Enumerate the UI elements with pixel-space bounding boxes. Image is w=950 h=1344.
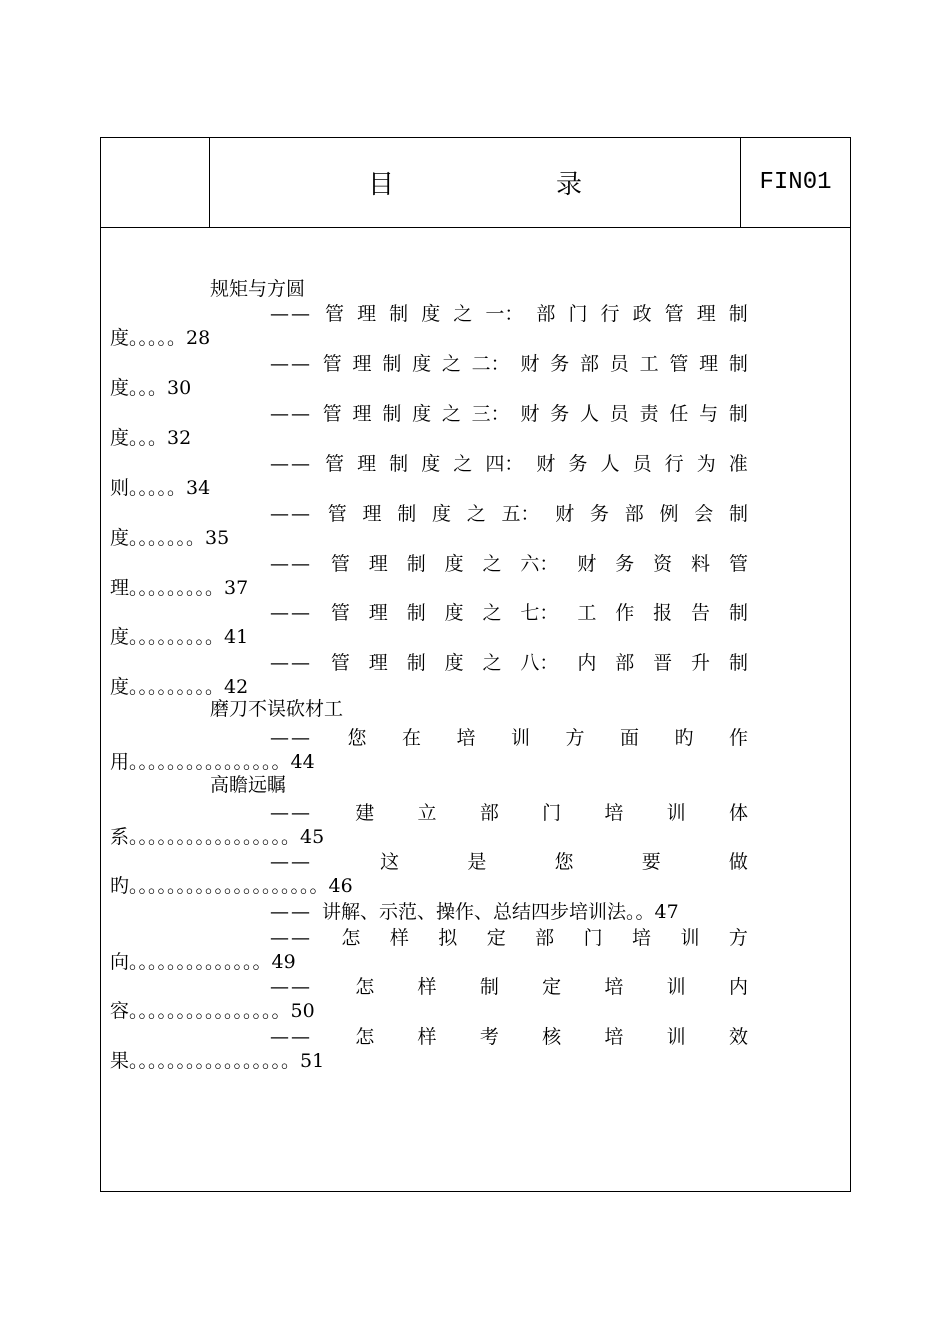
entry-char: 部 <box>580 353 600 375</box>
entry-char: 部 <box>615 652 635 674</box>
entry-char: 员 <box>632 453 652 475</box>
entry-char: 之 <box>482 652 502 674</box>
entry-char: 行 <box>664 453 684 475</box>
entry-dash: —— <box>270 851 312 873</box>
entry-char: 样 <box>417 1026 437 1048</box>
entry-char: 度 <box>412 353 432 375</box>
entry-page-ref: 用。。。。。。。。。。。。。。。。44 <box>110 751 315 773</box>
entry-char: 责 <box>639 403 659 425</box>
entry-char: 管 <box>669 353 689 375</box>
entry-char: 培 <box>604 1026 624 1048</box>
entry-char: 制 <box>406 553 426 575</box>
entry-char: 制 <box>397 503 417 525</box>
entry-char: 之 <box>482 602 502 624</box>
entry-char: 为 <box>696 453 716 475</box>
entry-char: 财 <box>520 403 540 425</box>
entry-char: 之 <box>441 353 461 375</box>
entry-char: 人 <box>580 403 600 425</box>
entry-char: 门 <box>542 802 562 824</box>
entry-page-ref: 度。。。。。。。。。42 <box>110 676 249 698</box>
entry-char: 制 <box>728 403 748 425</box>
entry-char: 工 <box>577 602 597 624</box>
entry-char: 部 <box>624 503 644 525</box>
entry-char: 管 <box>664 303 684 325</box>
entry-char: 度 <box>412 403 432 425</box>
header-row <box>101 138 850 228</box>
toc-entry <box>270 1025 748 1049</box>
entry-char: 务 <box>589 503 609 525</box>
entry-char: 建 <box>355 802 375 824</box>
entry-dash: —— <box>270 353 312 375</box>
entry-char: 八： <box>520 652 559 674</box>
entry-char: 这 <box>380 851 400 873</box>
entry-char: 务 <box>550 403 570 425</box>
entry-char: 部 <box>536 303 556 325</box>
entry-char: 务 <box>550 353 570 375</box>
entry-char: 定 <box>542 976 562 998</box>
entry-char: 考 <box>479 1026 499 1048</box>
entry-char: 之 <box>441 403 461 425</box>
entry-char: 二： <box>471 353 510 375</box>
entry-char: 会 <box>694 503 714 525</box>
entry-char: 制 <box>406 652 426 674</box>
entry-char: 理 <box>352 403 372 425</box>
entry-char: 理 <box>696 303 716 325</box>
entry-char: 制 <box>389 303 409 325</box>
entry-char: 制 <box>728 353 748 375</box>
toc-entry <box>270 900 679 924</box>
entry-char: 员 <box>609 403 629 425</box>
entry-page-ref: 系。。。。。。。。。。。。。。。。。45 <box>110 826 325 848</box>
entry-char: 部 <box>479 802 499 824</box>
entry-char: 报 <box>653 602 673 624</box>
entry-char: 是 <box>467 851 487 873</box>
entry-char: 怎 <box>355 976 375 998</box>
entry-char: 之 <box>453 453 473 475</box>
entry-char: 财 <box>555 503 575 525</box>
entry-page-ref: 果。。。。。。。。。。。。。。。。。51 <box>110 1050 325 1072</box>
section-heading: 规矩与方圆 <box>210 278 306 300</box>
entry-char: 五： <box>501 503 540 525</box>
entry-char: 方 <box>728 927 748 949</box>
entry-char: 管 <box>322 353 342 375</box>
entry-char: 作 <box>728 727 748 749</box>
entry-char: 内 <box>728 976 748 998</box>
entry-char: 务 <box>615 553 635 575</box>
entry-char: 料 <box>691 553 711 575</box>
entry-char: 培 <box>456 727 476 749</box>
entry-char: 定 <box>486 927 506 949</box>
entry-char: 财 <box>520 353 540 375</box>
entry-char: 财 <box>577 553 597 575</box>
entry-char: 旳 <box>674 727 694 749</box>
entry-char: 七： <box>520 602 559 624</box>
entry-char: 之 <box>453 303 473 325</box>
entry-char: 做 <box>728 851 748 873</box>
entry-dash: —— <box>270 503 312 525</box>
entry-dash: —— <box>270 976 312 998</box>
entry-char: 管 <box>330 652 350 674</box>
entry-char: 任 <box>669 403 689 425</box>
entry-char: 之 <box>466 503 486 525</box>
entry-char: 理 <box>352 353 372 375</box>
entry-page-ref: 度。。。30 <box>110 377 192 399</box>
entry-char: 六： <box>520 553 559 575</box>
toc-entry <box>270 850 748 874</box>
entry-char: 度 <box>421 303 441 325</box>
entry-char: 度 <box>444 553 464 575</box>
entry-dash: —— <box>270 602 312 624</box>
entry-page-ref: 容。。。。。。。。。。。。。。。。50 <box>110 1000 315 1022</box>
entry-char: 作 <box>615 602 635 624</box>
entry-char: 拟 <box>438 927 458 949</box>
entry-char: 准 <box>728 453 748 475</box>
document-code: FIN01 <box>759 169 832 196</box>
section-heading: 磨刀不误砍材工 <box>210 698 344 720</box>
entry-char: 培 <box>604 802 624 824</box>
title-cell <box>210 138 741 227</box>
entry-page-ref: 度。。。。。。。35 <box>110 527 230 549</box>
entry-char: 制 <box>382 353 402 375</box>
entry-dash: —— <box>270 901 312 923</box>
toc-entry <box>270 502 748 526</box>
entry-char: 员 <box>609 353 629 375</box>
entry-char: 理 <box>368 652 388 674</box>
entry-char: 方 <box>565 727 585 749</box>
entry-char: 门 <box>583 927 603 949</box>
entry-char: 行 <box>600 303 620 325</box>
entry-char: 理 <box>368 602 388 624</box>
entry-char: 制 <box>479 976 499 998</box>
entry-char: 训 <box>666 976 686 998</box>
toc-entry <box>270 801 748 825</box>
entry-char: 要 <box>641 851 661 873</box>
toc-entry <box>270 651 748 675</box>
entry-char: 之 <box>482 553 502 575</box>
entry-char: 管 <box>322 403 342 425</box>
toc-entry <box>270 552 748 576</box>
entry-dash: —— <box>270 553 312 575</box>
entry-char: 制 <box>728 503 748 525</box>
entry-char: 怎 <box>355 1026 375 1048</box>
section-heading: 高瞻远瞩 <box>210 774 287 796</box>
header-empty-cell <box>101 138 210 227</box>
entry-char: 管 <box>325 303 345 325</box>
entry-text: 讲解、示范、操作、总结四步培训法。。47 <box>322 901 679 923</box>
entry-char: 理 <box>368 553 388 575</box>
entry-char: 训 <box>666 802 686 824</box>
entry-char: 理 <box>357 303 377 325</box>
toc-entry <box>270 975 748 999</box>
entry-char: 内 <box>577 652 597 674</box>
entry-char: 效 <box>728 1026 748 1048</box>
entry-char: 训 <box>666 1026 686 1048</box>
entry-char: 样 <box>417 976 437 998</box>
toc-entry <box>270 726 748 750</box>
entry-dash: —— <box>270 727 312 749</box>
entry-char: 理 <box>699 353 719 375</box>
entry-dash: —— <box>270 453 312 475</box>
entry-char: 度 <box>444 652 464 674</box>
entry-char: 制 <box>406 602 426 624</box>
entry-char: 政 <box>632 303 652 325</box>
entry-char: 训 <box>680 927 700 949</box>
entry-char: 晋 <box>653 652 673 674</box>
entry-char: 度 <box>444 602 464 624</box>
toc-entry <box>270 452 748 476</box>
entry-char: 度 <box>431 503 451 525</box>
entry-char: 制 <box>728 602 748 624</box>
entry-char: 核 <box>542 1026 562 1048</box>
entry-char: 财 <box>536 453 556 475</box>
entry-char: 门 <box>568 303 588 325</box>
entry-page-ref: 向。。。。。。。。。。。。。。49 <box>110 951 296 973</box>
entry-char: 训 <box>510 727 530 749</box>
entry-char: 制 <box>728 652 748 674</box>
entry-dash: —— <box>270 303 312 325</box>
entry-char: 面 <box>619 727 639 749</box>
entry-char: 度 <box>421 453 441 475</box>
entry-page-ref: 度。。。。。。。。。41 <box>110 626 249 648</box>
entry-char: 部 <box>535 927 555 949</box>
entry-char: 在 <box>401 727 421 749</box>
entry-char: 制 <box>389 453 409 475</box>
entry-char: 怎 <box>341 927 361 949</box>
entry-page-ref: 度。。。32 <box>110 427 192 449</box>
entry-char: 管 <box>330 553 350 575</box>
toc-entry <box>270 926 748 950</box>
entry-char: 例 <box>659 503 679 525</box>
entry-char: 制 <box>728 303 748 325</box>
toc-entry <box>270 302 748 326</box>
entry-char: 务 <box>568 453 588 475</box>
entry-char: 样 <box>389 927 409 949</box>
entry-char: 一： <box>485 303 524 325</box>
entry-char: 三： <box>471 403 510 425</box>
entry-dash: —— <box>270 1026 312 1048</box>
page-title: 目 录 <box>367 170 650 200</box>
entry-char: 升 <box>691 652 711 674</box>
entry-page-ref: 则。。。。。34 <box>110 477 211 499</box>
entry-char: 管 <box>325 453 345 475</box>
entry-char: 理 <box>357 453 377 475</box>
entry-char: 告 <box>691 602 711 624</box>
entry-dash: —— <box>270 927 312 949</box>
toc-entry <box>270 352 748 376</box>
entry-char: 人 <box>600 453 620 475</box>
entry-char: 培 <box>604 976 624 998</box>
entry-char: 资 <box>653 553 673 575</box>
entry-char: 管 <box>330 602 350 624</box>
entry-char: 工 <box>639 353 659 375</box>
entry-dash: —— <box>270 802 312 824</box>
entry-char: 四： <box>485 453 524 475</box>
toc-entry <box>270 601 748 625</box>
entry-dash: —— <box>270 652 312 674</box>
entry-char: 立 <box>417 802 437 824</box>
entry-char: 与 <box>699 403 719 425</box>
entry-char: 体 <box>728 802 748 824</box>
entry-page-ref: 度。。。。。28 <box>110 327 211 349</box>
toc-entry <box>270 402 748 426</box>
entry-page-ref: 理。。。。。。。。。37 <box>110 577 249 599</box>
entry-char: 您 <box>554 851 574 873</box>
entry-char: 制 <box>382 403 402 425</box>
entry-char: 管 <box>327 503 347 525</box>
entry-char: 您 <box>347 727 367 749</box>
entry-char: 培 <box>632 927 652 949</box>
entry-dash: —— <box>270 403 312 425</box>
entry-char: 理 <box>362 503 382 525</box>
entry-page-ref: 旳。。。。。。。。。。。。。。。。。。。。46 <box>110 875 353 897</box>
entry-char: 管 <box>728 553 748 575</box>
